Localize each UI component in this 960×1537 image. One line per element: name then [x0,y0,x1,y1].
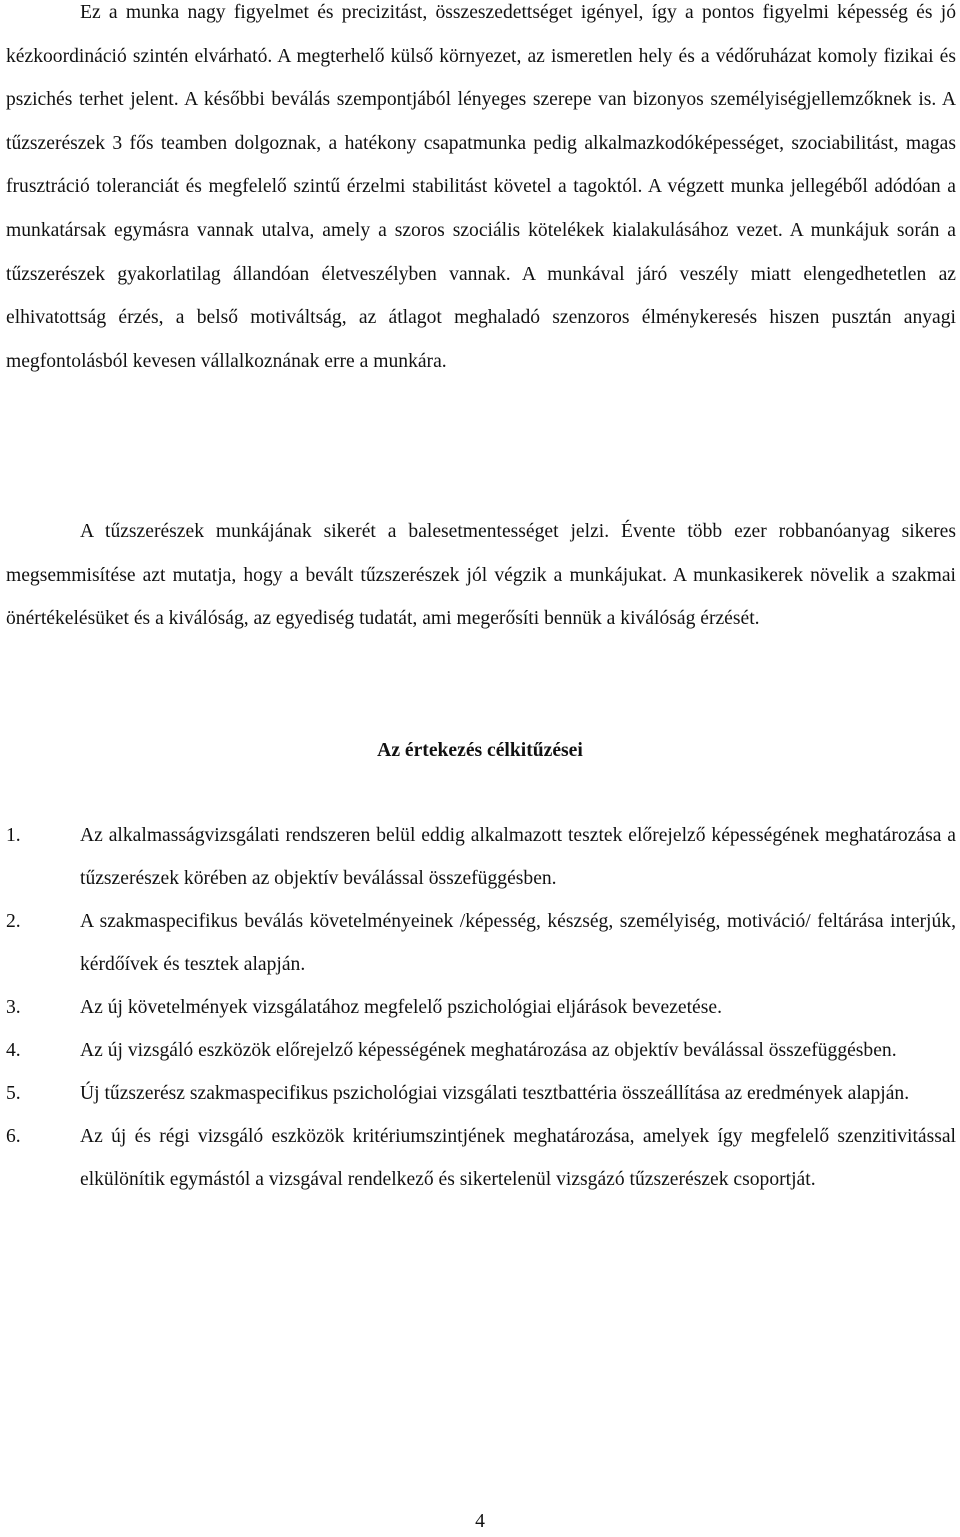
list-item-text: Az új követelmények vizsgálatához megfelelő pszichológiai eljárások bevezetése. [80,997,722,1018]
objectives-list [6,814,956,1201]
list-number: 3. [6,997,21,1018]
list-item-text: A szakmaspecifikus beválás követelményeinek /képesség, készség, személyiség, motiváció/ feltárása interjúk, kérdőívek és tesztek alapján. [80,911,956,975]
page-number: 4 [475,1511,485,1532]
list-item-text: Az új vizsgáló eszközök előrejelző képességének meghatározása az objektív beválással összefüggésben. [80,1040,897,1061]
body-paragraph: Ez a munka nagy figyelmet és precizitást, összeszedettséget igényel, így a pontos figyelmi képesség és jó kézkoordináció szintén elvárható. A megterhelő külső környezet, az ismeretlen hely és a védőruházat komoly fizikai és pszichés terhet jelent. A későbbi beválás szempontjából lényeges szerepe van bizonyos személyiségjellemzőknek is. A tűzszerészek 3 fős teamben dolgoznak, a hatékony csapatmunka pedig alkalmazkodóképességet, szociabilitást, magas frusztráció toleranciát és megfelelő szintű érzelmi stabilitást követel a tagoktól. A végzett munka jellegéből adódóan a munkatársak egymásra vannak utalva, amely a szoros szociális kötelékek kialakulásához vezet. A munkájuk során a tűzszerészek gyakorlatilag állandóan életveszélyben vannak. A munkával járó veszély miatt elengedhetetlen az elhivatottság érzés, a belső motiváltság, az átlagot meghaladó szenzoros élménykeresés hiszen pusztán anyagi megfontolásból kevesen vállalkoznának erre a munkára. [6,2,956,372]
list-number: 1. [6,825,21,846]
list-number: 5. [6,1083,21,1104]
list-item-text: Az új és régi vizsgáló eszközök kritériumszintjének meghatározása, amelyek így megfelelő szenzitivitással elkülönítik egymástól a vizsgával rendelkező és sikertelenül vizsgázó tűzszerészek csoportját. [80,1126,956,1190]
list-item [6,1115,956,1201]
list-number: 4. [6,1040,21,1061]
list-item [6,900,956,986]
body-paragraph: A tűzszerészek munkájának sikerét a balesetmentességet jelzi. Évente több ezer robbanóanyag sikeres megsemmisítése azt mutatja, hogy a bevált tűzszerészek jól végzik a munkájukat. A munkasikerek növelik a szakmai önértékelésüket és a kiválóság, az egyediség tudatát, ami megerősíti bennük a kiválóság érzését. [6,521,956,630]
list-item [6,814,956,900]
list-item-text: Az alkalmasságvizsgálati rendszeren belül eddig alkalmazott tesztek előrejelző képességének meghatározása a tűzszerészek körében az objektív beválással összefüggésben. [80,825,956,889]
list-item [6,986,956,1029]
list-item [6,1072,956,1115]
section-heading: Az értekezés célkitűzései [377,740,583,761]
list-number: 2. [6,911,21,932]
list-item-text: Új tűzszerész szakmaspecifikus pszichológiai vizsgálati tesztbattéria összeállítása az eredmények alapján. [80,1083,910,1104]
list-item [6,1029,956,1072]
list-number: 6. [6,1126,21,1147]
